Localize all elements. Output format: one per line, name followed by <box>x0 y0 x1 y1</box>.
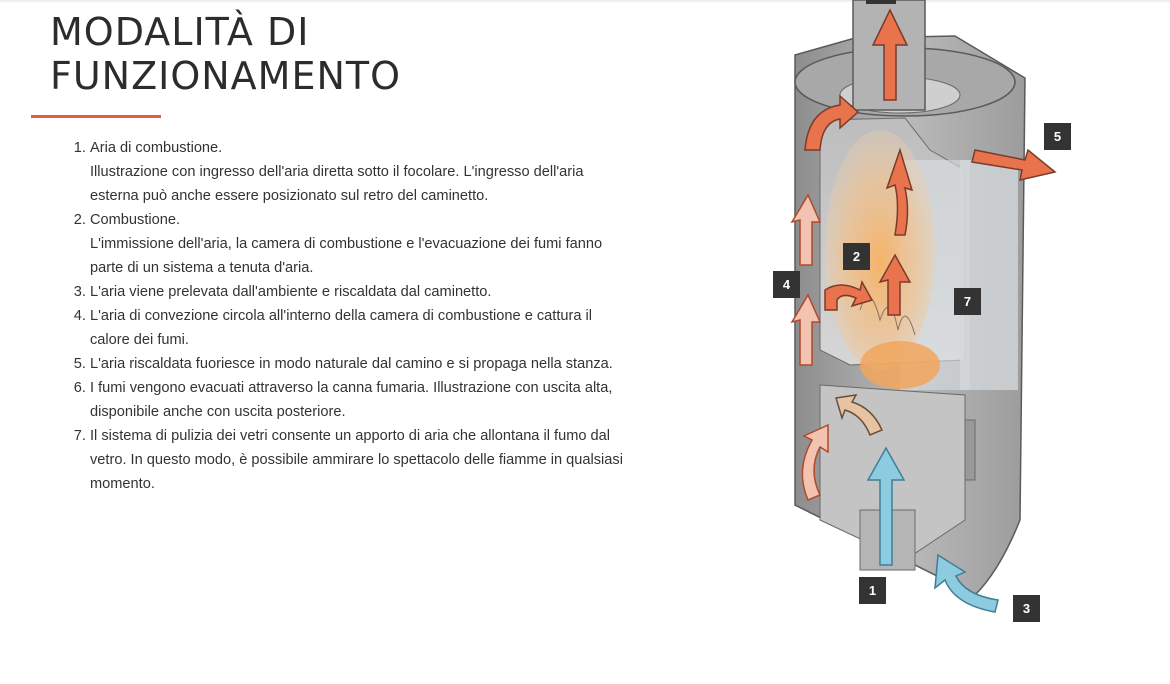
steps-list <box>50 136 630 496</box>
step-text: Illustrazione con ingresso dell'aria diretta sotto il focolare. L'ingresso dell'aria esterna può anche essere posizionato sul retro del caminetto. <box>90 164 584 204</box>
step-text: L'immissione dell'aria, la camera di combustione e l'evacuazione dei fumi fanno parte di un sistema a tenuta d'aria. <box>90 236 603 276</box>
fireplace-airflow-diagram <box>700 0 1170 684</box>
flame <box>860 341 940 389</box>
page-title <box>50 10 401 98</box>
label-badge-1 <box>859 577 886 604</box>
step-item-3 <box>90 280 630 304</box>
title-line-2: FUNZIONAMENTO <box>50 54 402 98</box>
glass-panel <box>960 160 1018 390</box>
label-badge-7 <box>954 288 981 315</box>
label-badge-2 <box>843 243 870 270</box>
step-item-6 <box>90 376 630 424</box>
step-title: 6. I fumi vengono evacuati attraverso la canna fumaria. Illustrazione con uscita alta, disponibile anche con uscita posteriore. <box>90 380 613 420</box>
step-title: 7. Il sistema di pulizia dei vetri consente un apporto di aria che allontana il fumo dal vetro. In questo modo, è possibile ammirare lo spettacolo delle fiamme in qualsiasi momento. <box>90 428 623 492</box>
step-item-2 <box>90 208 630 280</box>
fire-glow <box>825 130 935 370</box>
label-badge-3 <box>1013 595 1040 622</box>
svg-text:2: 2 <box>852 249 861 264</box>
label-badge-5 <box>1044 123 1071 150</box>
step-item-4 <box>90 304 630 352</box>
step-title: 2. Combustione. <box>90 212 181 228</box>
step-item-5 <box>90 352 630 376</box>
step-title: 1. Aria di combustione. <box>90 140 223 156</box>
svg-text:7: 7 <box>963 294 972 309</box>
title-line-1: MODALITÀ DI <box>50 10 310 54</box>
step-item-7 <box>90 424 630 496</box>
step-title: 4. L'aria di convezione circola all'interno della camera di combustione e cattura il calore dei fumi. <box>90 308 593 348</box>
step-item-1 <box>90 136 630 208</box>
step-title: 5. L'aria riscaldata fuoriesce in modo naturale dal camino e si propaga nella stanza. <box>90 356 613 372</box>
title-accent-rule <box>31 115 161 118</box>
svg-text:1: 1 <box>868 583 877 598</box>
svg-text:4: 4 <box>782 277 791 292</box>
svg-text:5: 5 <box>1053 129 1062 144</box>
svg-text:3: 3 <box>1022 601 1031 616</box>
step-title: 3. L'aria viene prelevata dall'ambiente e riscaldata dal caminetto. <box>90 284 492 300</box>
label-badge-4 <box>773 271 800 298</box>
